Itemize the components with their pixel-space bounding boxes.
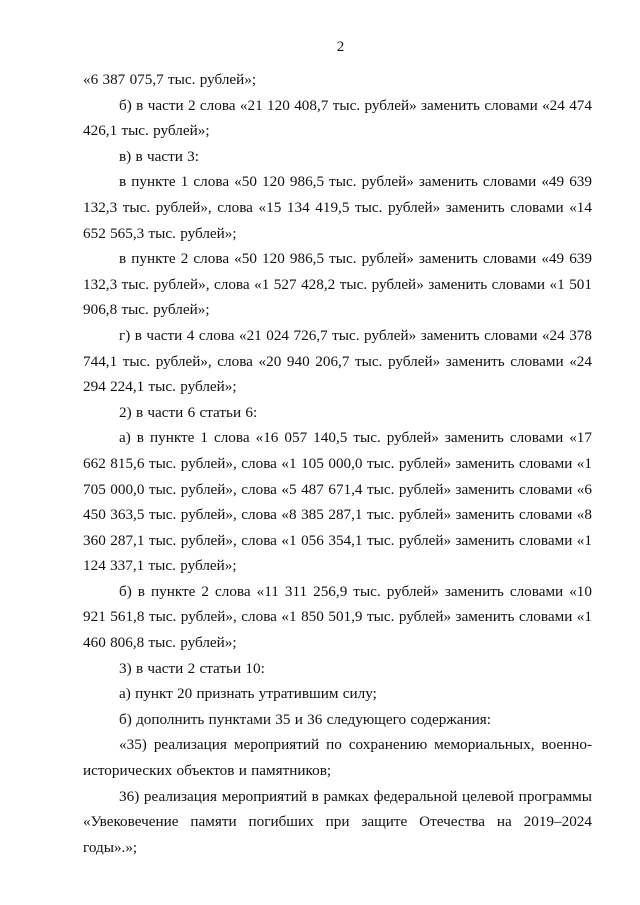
paragraph-continuation: «6 387 075,7 тыс. рублей»; bbox=[83, 71, 257, 88]
paragraph-item35: «35) реализация мероприятий по сохранению мемориальных, военно-исторических объектов и памятников; bbox=[83, 736, 592, 780]
paragraph-part4: г) в части 4 слова «21 024 726,7 тыс. рублей» заменить словами «24 378 744,1 тыс. рублей», слова «20 940 206,7 тыс. рублей» заменить словами «24 294 224,1 тыс. рублей»; bbox=[83, 326, 592, 396]
paragraph-item36: 36) реализация мероприятий в рамках федеральной целевой программы «Увековечение памяти погибших при защите Отечества на 2019–2024 годы».»; bbox=[83, 787, 592, 856]
paragraph-part3-heading: в) в части 3: bbox=[119, 147, 199, 165]
paragraph-article6-heading: 2) в части 6 статьи 6: bbox=[119, 403, 258, 421]
page-number: 2 bbox=[336, 39, 345, 55]
paragraph-article10-item-b: б) дополнить пунктами 35 и 36 следующего содержания: bbox=[119, 710, 491, 728]
paragraph-article6-item2: б) в пункте 2 слова «11 311 256,9 тыс. рублей» заменить словами «10 921 561,8 тыс. рублей», слова «1 850 501,9 тыс. рублей» заменить словами «1 460 806,8 тыс. рублей»; bbox=[83, 582, 592, 652]
paragraph-article10-heading: 3) в части 2 статьи 10: bbox=[119, 659, 265, 677]
paragraph-article6-item1: а) в пункте 1 слова «16 057 140,5 тыс. рублей» заменить словами «17 662 815,6 тыс. рублей», слова «1 105 000,0 тыс. рублей» заменить словами «1 705 000,0 тыс. рублей», слова «5 487 671,4 тыс. рублей» заменить словами «6 450 363,5 тыс. рублей», слова «8 385 287,1 тыс. рублей» заменить словами «8 360 287,1 тыс. рублей», слова «1 056 354,1 тыс. рублей» заменить словами «1 124 337,1 тыс. рублей»; bbox=[83, 429, 592, 575]
paragraph-part2: б) в части 2 слова «21 120 408,7 тыс. рублей» заменить словами «24 474 426,1 тыс. рублей»; bbox=[83, 96, 592, 140]
paragraph-article10-item-a: а) пункт 20 признать утратившим силу; bbox=[119, 685, 377, 703]
paragraph-part3-item2: в пункте 2 слова «50 120 986,5 тыс. рублей» заменить словами «49 639 132,3 тыс. рублей», слова «1 527 428,2 тыс. рублей» заменить словами «1 501 906,8 тыс. рублей»; bbox=[83, 250, 592, 319]
paragraph-part3-item1: в пункте 1 слова «50 120 986,5 тыс. рублей» заменить словами «49 639 132,3 тыс. рублей», слова «15 134 419,5 тыс. рублей» заменить словами «14 652 565,3 тыс. рублей»; bbox=[83, 173, 592, 242]
